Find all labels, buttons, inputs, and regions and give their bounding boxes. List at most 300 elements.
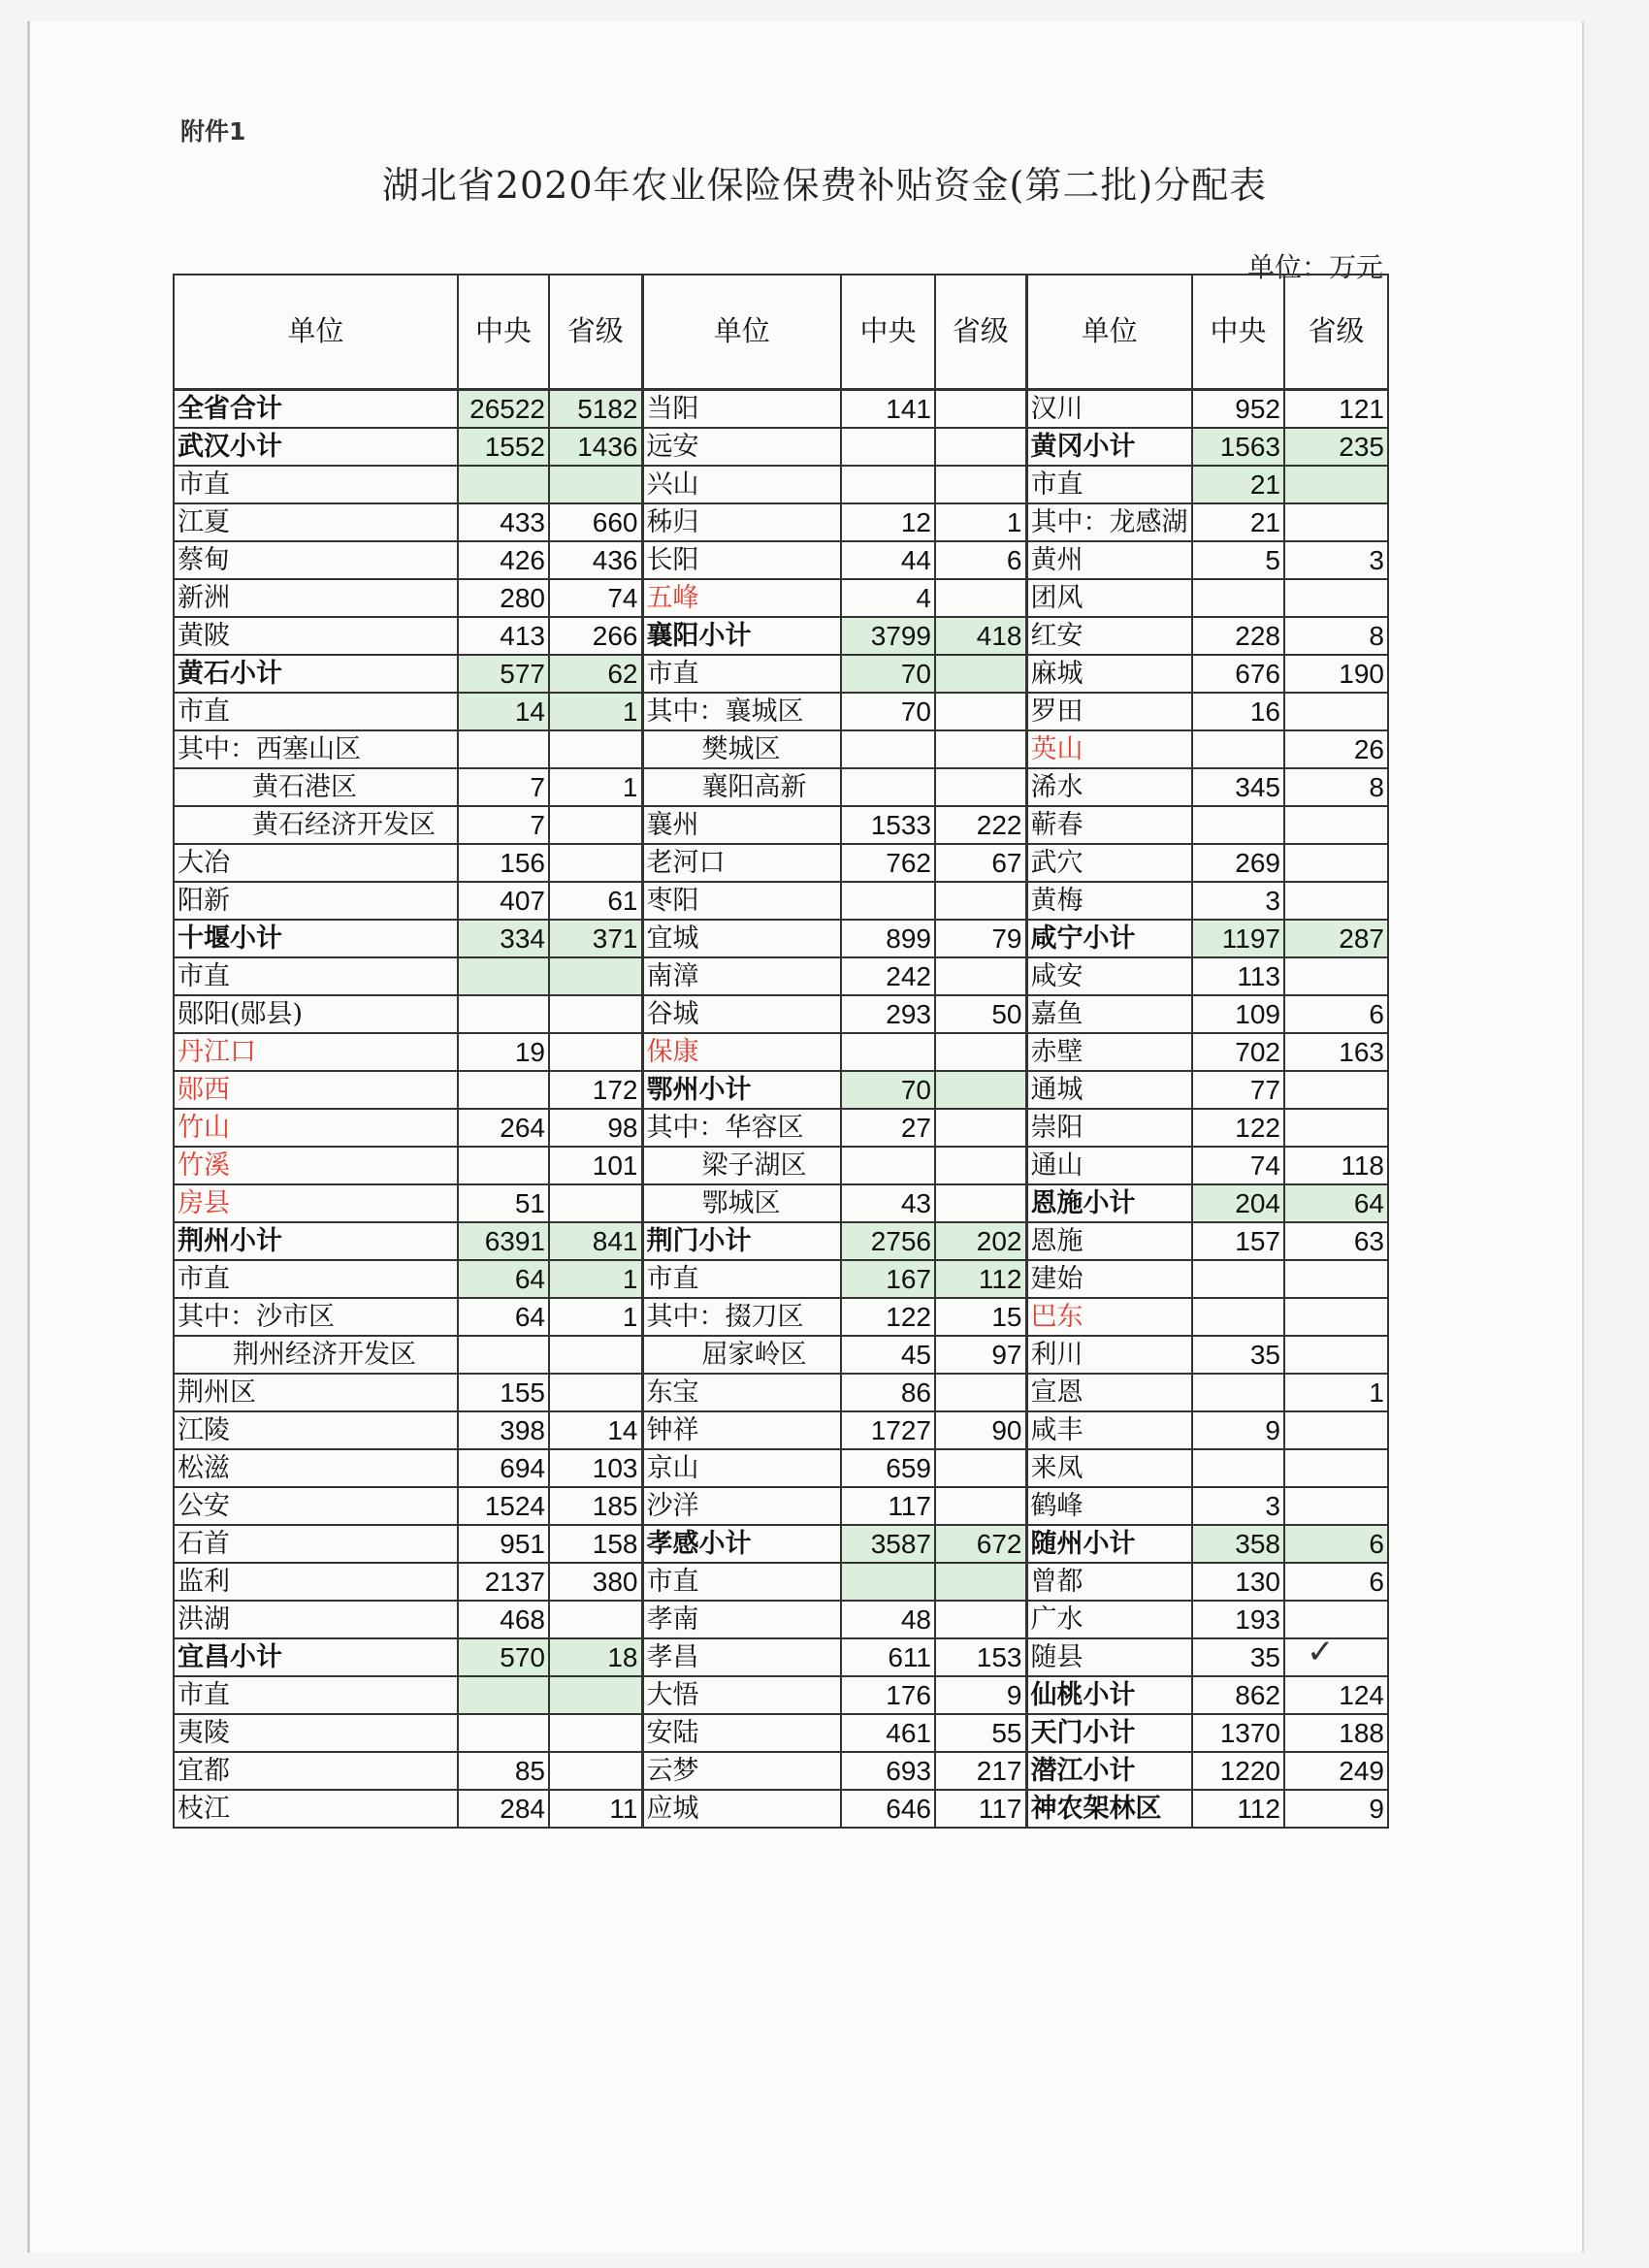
table-row <box>174 844 1388 882</box>
unit-name-cell: 神农架林区 <box>1026 1790 1192 1828</box>
unit-name-cell: 云梦 <box>642 1752 841 1790</box>
provincial-value-cell: 64 <box>1284 1184 1388 1222</box>
provincial-value-cell: 266 <box>549 617 642 655</box>
unit-name-cell: 兴山 <box>642 466 841 503</box>
unit-name-cell: 大悟 <box>642 1676 841 1714</box>
central-value-cell: 577 <box>458 655 549 693</box>
unit-name-cell: 咸安 <box>1026 957 1192 995</box>
central-value-cell: 398 <box>458 1411 549 1449</box>
table-row <box>174 1638 1388 1676</box>
central-value-cell: 193 <box>1192 1601 1284 1638</box>
unit-name-cell: 市直 <box>642 1563 841 1601</box>
provincial-value-cell <box>549 1033 642 1071</box>
provincial-value-cell <box>549 466 642 503</box>
central-value-cell: 952 <box>1192 389 1284 428</box>
provincial-value-cell: 1 <box>549 1298 642 1336</box>
unit-name-cell: 新洲 <box>174 579 458 617</box>
unit-name-cell: 鹤峰 <box>1026 1487 1192 1525</box>
provincial-value-cell: 380 <box>549 1563 642 1601</box>
unit-name-cell: 孝昌 <box>642 1638 841 1676</box>
table-row <box>174 995 1388 1033</box>
central-value-cell: 204 <box>1192 1184 1284 1222</box>
provincial-value-cell <box>935 389 1026 428</box>
central-value-cell: 646 <box>841 1790 935 1828</box>
provincial-value-cell <box>1284 579 1388 617</box>
unit-name-cell: 沙洋 <box>642 1487 841 1525</box>
unit-name-cell: 利川 <box>1026 1336 1192 1374</box>
central-value-cell: 1220 <box>1192 1752 1284 1790</box>
unit-name-cell: 襄阳高新 <box>642 768 841 806</box>
provincial-value-cell: 222 <box>935 806 1026 844</box>
document-title: 湖北省2020年农业保险保费补贴资金(第二批)分配表 <box>381 164 1268 207</box>
table-row <box>174 1601 1388 1638</box>
provincial-value-cell <box>935 1071 1026 1109</box>
provincial-value-cell <box>935 882 1026 920</box>
unit-name-cell: 仙桃小计 <box>1026 1676 1192 1714</box>
unit-name-cell: 宜都 <box>174 1752 458 1790</box>
central-value-cell <box>458 466 549 503</box>
header-cell: 省级 <box>1284 275 1388 389</box>
provincial-value-cell <box>1284 844 1388 882</box>
central-value-cell: 242 <box>841 957 935 995</box>
unit-name-cell: 宜城 <box>642 920 841 957</box>
table-row <box>174 882 1388 920</box>
provincial-value-cell: 6 <box>1284 1525 1388 1563</box>
unit-name-cell: 宜昌小计 <box>174 1638 458 1676</box>
provincial-value-cell: 6 <box>935 541 1026 579</box>
provincial-value-cell <box>549 957 642 995</box>
table-row <box>174 389 1388 428</box>
provincial-value-cell <box>549 1374 642 1411</box>
unit-name-cell: 洪湖 <box>174 1601 458 1638</box>
central-value-cell: 43 <box>841 1184 935 1222</box>
central-value-cell: 345 <box>1192 768 1284 806</box>
provincial-value-cell <box>935 1563 1026 1601</box>
unit-name-cell: 市直 <box>1026 466 1192 503</box>
central-value-cell: 468 <box>458 1601 549 1638</box>
provincial-value-cell: 5182 <box>549 389 642 428</box>
central-value-cell <box>841 1147 935 1184</box>
unit-name-cell: 黄州 <box>1026 541 1192 579</box>
provincial-value-cell <box>549 1601 642 1638</box>
table-row <box>174 806 1388 844</box>
header-cell: 中央 <box>1192 275 1284 389</box>
unit-name-cell: 市直 <box>174 1260 458 1298</box>
provincial-value-cell: 63 <box>1284 1222 1388 1260</box>
unit-name-cell: 嘉鱼 <box>1026 995 1192 1033</box>
central-value-cell <box>1192 1260 1284 1298</box>
table-row <box>174 1071 1388 1109</box>
provincial-value-cell: 672 <box>935 1525 1026 1563</box>
header-row <box>174 275 1388 389</box>
provincial-value-cell <box>935 1601 1026 1638</box>
unit-name-cell: 东宝 <box>642 1374 841 1411</box>
unit-name-cell: 江夏 <box>174 503 458 541</box>
unit-name-cell: 其中：华容区 <box>642 1109 841 1147</box>
table-row <box>174 768 1388 806</box>
unit-name-cell: 谷城 <box>642 995 841 1033</box>
provincial-value-cell: 118 <box>1284 1147 1388 1184</box>
unit-name-cell: 夷陵 <box>174 1714 458 1752</box>
table-row <box>174 1411 1388 1449</box>
unit-name-cell: 五峰 <box>642 579 841 617</box>
attachment-label: 附件1 <box>180 117 246 146</box>
provincial-value-cell: 1436 <box>549 428 642 466</box>
unit-name-cell: 黄陂 <box>174 617 458 655</box>
central-value-cell: 899 <box>841 920 935 957</box>
provincial-value-cell <box>1284 1109 1388 1147</box>
provincial-value-cell <box>1284 1638 1388 1676</box>
central-value-cell: 7 <box>458 768 549 806</box>
table-row <box>174 957 1388 995</box>
central-value-cell: 228 <box>1192 617 1284 655</box>
unit-name-cell: 恩施 <box>1026 1222 1192 1260</box>
provincial-value-cell <box>1284 1260 1388 1298</box>
central-value-cell: 659 <box>841 1449 935 1487</box>
unit-name-cell: 武穴 <box>1026 844 1192 882</box>
central-value-cell: 14 <box>458 693 549 730</box>
central-value-cell <box>1192 730 1284 768</box>
provincial-value-cell <box>935 1374 1026 1411</box>
central-value-cell: 702 <box>1192 1033 1284 1071</box>
central-value-cell: 155 <box>458 1374 549 1411</box>
table-row <box>174 1222 1388 1260</box>
central-value-cell: 461 <box>841 1714 935 1752</box>
unit-name-cell: 应城 <box>642 1790 841 1828</box>
unit-name-cell: 随州小计 <box>1026 1525 1192 1563</box>
unit-name-cell: 其中：沙市区 <box>174 1298 458 1336</box>
table-row <box>174 693 1388 730</box>
central-value-cell: 3799 <box>841 617 935 655</box>
provincial-value-cell: 8 <box>1284 768 1388 806</box>
central-value-cell: 762 <box>841 844 935 882</box>
table-row <box>174 466 1388 503</box>
central-value-cell <box>458 957 549 995</box>
unit-name-cell: 咸丰 <box>1026 1411 1192 1449</box>
provincial-value-cell: 841 <box>549 1222 642 1260</box>
central-value-cell: 2137 <box>458 1563 549 1601</box>
provincial-value-cell <box>549 995 642 1033</box>
provincial-value-cell <box>549 844 642 882</box>
central-value-cell: 130 <box>1192 1563 1284 1601</box>
provincial-value-cell: 79 <box>935 920 1026 957</box>
unit-name-cell: 丹江口 <box>174 1033 458 1071</box>
central-value-cell: 426 <box>458 541 549 579</box>
central-value-cell: 3 <box>1192 882 1284 920</box>
provincial-value-cell <box>935 768 1026 806</box>
table-row <box>174 655 1388 693</box>
provincial-value-cell: 188 <box>1284 1714 1388 1752</box>
unit-name-cell: 罗田 <box>1026 693 1192 730</box>
unit-name-cell: 钟祥 <box>642 1411 841 1449</box>
provincial-value-cell: 8 <box>1284 617 1388 655</box>
provincial-value-cell: 101 <box>549 1147 642 1184</box>
unit-name-cell: 全省合计 <box>174 389 458 428</box>
central-value-cell: 70 <box>841 693 935 730</box>
unit-name-cell: 安陆 <box>642 1714 841 1752</box>
provincial-value-cell <box>1284 693 1388 730</box>
table-row <box>174 1109 1388 1147</box>
central-value-cell: 4 <box>841 579 935 617</box>
provincial-value-cell: 190 <box>1284 655 1388 693</box>
provincial-value-cell <box>935 428 1026 466</box>
central-value-cell: 5 <box>1192 541 1284 579</box>
provincial-value-cell: 1 <box>549 1260 642 1298</box>
unit-name-cell: 荆州经济开发区 <box>174 1336 458 1374</box>
provincial-value-cell: 287 <box>1284 920 1388 957</box>
header-cell: 省级 <box>549 275 642 389</box>
provincial-value-cell: 1 <box>1284 1374 1388 1411</box>
provincial-value-cell <box>1284 1487 1388 1525</box>
table-row <box>174 541 1388 579</box>
unit-name-cell: 黄石港区 <box>174 768 458 806</box>
central-value-cell: 280 <box>458 579 549 617</box>
unit-name-cell: 赤壁 <box>1026 1033 1192 1071</box>
central-value-cell: 70 <box>841 655 935 693</box>
unit-name-cell: 武汉小计 <box>174 428 458 466</box>
unit-name-cell: 其中：襄城区 <box>642 693 841 730</box>
provincial-value-cell: 14 <box>549 1411 642 1449</box>
provincial-value-cell <box>549 1752 642 1790</box>
central-value-cell: 112 <box>1192 1790 1284 1828</box>
central-value-cell: 676 <box>1192 655 1284 693</box>
provincial-value-cell <box>935 730 1026 768</box>
provincial-value-cell <box>549 1676 642 1714</box>
table-row <box>174 1033 1388 1071</box>
provincial-value-cell <box>1284 1298 1388 1336</box>
provincial-value-cell: 249 <box>1284 1752 1388 1790</box>
table-row <box>174 428 1388 466</box>
table-row <box>174 579 1388 617</box>
central-value-cell: 293 <box>841 995 935 1033</box>
provincial-value-cell <box>935 655 1026 693</box>
unit-name-cell: 枝江 <box>174 1790 458 1828</box>
provincial-value-cell <box>1284 1449 1388 1487</box>
provincial-value-cell: 153 <box>935 1638 1026 1676</box>
unit-name-cell: 荆州区 <box>174 1374 458 1411</box>
provincial-value-cell <box>549 1336 642 1374</box>
header-cell: 省级 <box>935 275 1026 389</box>
unit-name-cell: 黄梅 <box>1026 882 1192 920</box>
unit-name-cell: 蕲春 <box>1026 806 1192 844</box>
unit-name-cell: 竹山 <box>174 1109 458 1147</box>
unit-name-cell: 天门小计 <box>1026 1714 1192 1752</box>
central-value-cell: 269 <box>1192 844 1284 882</box>
central-value-cell <box>841 1563 935 1601</box>
unit-name-cell: 当阳 <box>642 389 841 428</box>
central-value-cell <box>1192 579 1284 617</box>
unit-name-cell: 老河口 <box>642 844 841 882</box>
unit-name-cell: 荆门小计 <box>642 1222 841 1260</box>
provincial-value-cell <box>1284 1071 1388 1109</box>
unit-name-cell: 市直 <box>174 957 458 995</box>
provincial-value-cell: 235 <box>1284 428 1388 466</box>
provincial-value-cell: 124 <box>1284 1676 1388 1714</box>
provincial-value-cell: 90 <box>935 1411 1026 1449</box>
unit-note: 单位：万元 <box>1246 251 1383 283</box>
unit-name-cell: 巴东 <box>1026 1298 1192 1336</box>
unit-name-cell: 屈家岭区 <box>642 1336 841 1374</box>
unit-name-cell: 曾都 <box>1026 1563 1192 1601</box>
unit-name-cell: 其中：掇刀区 <box>642 1298 841 1336</box>
central-value-cell: 1727 <box>841 1411 935 1449</box>
unit-name-cell: 团风 <box>1026 579 1192 617</box>
unit-name-cell: 黄石经济开发区 <box>174 806 458 844</box>
unit-name-cell: 通城 <box>1026 1071 1192 1109</box>
table-row <box>174 503 1388 541</box>
central-value-cell: 358 <box>1192 1525 1284 1563</box>
unit-name-cell: 郧阳(郧县) <box>174 995 458 1033</box>
unit-name-cell: 公安 <box>174 1487 458 1525</box>
unit-name-cell: 浠水 <box>1026 768 1192 806</box>
central-value-cell: 122 <box>841 1298 935 1336</box>
central-value-cell: 862 <box>1192 1676 1284 1714</box>
central-value-cell <box>1192 1298 1284 1336</box>
provincial-value-cell <box>935 693 1026 730</box>
unit-name-cell: 十堰小计 <box>174 920 458 957</box>
central-value-cell: 2756 <box>841 1222 935 1260</box>
central-value-cell: 570 <box>458 1638 549 1676</box>
provincial-value-cell: 3 <box>1284 541 1388 579</box>
unit-name-cell: 市直 <box>174 466 458 503</box>
central-value-cell: 156 <box>458 844 549 882</box>
central-value-cell: 611 <box>841 1638 935 1676</box>
provincial-value-cell <box>1284 806 1388 844</box>
unit-name-cell: 京山 <box>642 1449 841 1487</box>
unit-name-cell: 红安 <box>1026 617 1192 655</box>
central-value-cell: 1563 <box>1192 428 1284 466</box>
unit-name-cell: 竹溪 <box>174 1147 458 1184</box>
provincial-value-cell <box>935 957 1026 995</box>
provincial-value-cell <box>549 730 642 768</box>
unit-name-cell: 其中：龙感湖 <box>1026 503 1192 541</box>
unit-name-cell: 江陵 <box>174 1411 458 1449</box>
provincial-value-cell: 15 <box>935 1298 1026 1336</box>
provincial-value-cell: 158 <box>549 1525 642 1563</box>
central-value-cell: 9 <box>1192 1411 1284 1449</box>
unit-name-cell: 鄂城区 <box>642 1184 841 1222</box>
table-row <box>174 1184 1388 1222</box>
central-value-cell: 167 <box>841 1260 935 1298</box>
unit-name-cell: 随县 <box>1026 1638 1192 1676</box>
provincial-value-cell: 660 <box>549 503 642 541</box>
central-value-cell: 27 <box>841 1109 935 1147</box>
unit-name-cell: 远安 <box>642 428 841 466</box>
table-row <box>174 920 1388 957</box>
provincial-value-cell: 6 <box>1284 995 1388 1033</box>
table-row <box>174 1449 1388 1487</box>
central-value-cell <box>1192 806 1284 844</box>
unit-name-cell: 广水 <box>1026 1601 1192 1638</box>
provincial-value-cell <box>1284 503 1388 541</box>
central-value-cell <box>841 768 935 806</box>
unit-name-cell: 潜江小计 <box>1026 1752 1192 1790</box>
provincial-value-cell: 55 <box>935 1714 1026 1752</box>
central-value-cell: 951 <box>458 1525 549 1563</box>
unit-name-cell: 市直 <box>642 1260 841 1298</box>
provincial-value-cell: 11 <box>549 1790 642 1828</box>
unit-name-cell: 蔡甸 <box>174 541 458 579</box>
provincial-value-cell: 202 <box>935 1222 1026 1260</box>
central-value-cell: 141 <box>841 389 935 428</box>
provincial-value-cell <box>549 806 642 844</box>
central-value-cell: 35 <box>1192 1336 1284 1374</box>
provincial-value-cell <box>549 1184 642 1222</box>
provincial-value-cell: 9 <box>1284 1790 1388 1828</box>
central-value-cell: 21 <box>1192 503 1284 541</box>
table-row <box>174 617 1388 655</box>
central-value-cell: 6391 <box>458 1222 549 1260</box>
checkmark-icon: ✓ <box>1307 1633 1335 1671</box>
unit-name-cell: 房县 <box>174 1184 458 1222</box>
provincial-value-cell: 61 <box>549 882 642 920</box>
table-row <box>174 1336 1388 1374</box>
unit-name-cell: 来凤 <box>1026 1449 1192 1487</box>
central-value-cell: 433 <box>458 503 549 541</box>
provincial-value-cell: 9 <box>935 1676 1026 1714</box>
provincial-value-cell <box>1284 957 1388 995</box>
unit-name-cell: 长阳 <box>642 541 841 579</box>
central-value-cell: 694 <box>458 1449 549 1487</box>
unit-name-cell: 樊城区 <box>642 730 841 768</box>
provincial-value-cell: 6 <box>1284 1563 1388 1601</box>
central-value-cell: 407 <box>458 882 549 920</box>
central-value-cell <box>458 1336 549 1374</box>
unit-name-cell: 大冶 <box>174 844 458 882</box>
provincial-value-cell <box>1284 1336 1388 1374</box>
provincial-value-cell: 121 <box>1284 389 1388 428</box>
central-value-cell <box>458 995 549 1033</box>
provincial-value-cell <box>549 1714 642 1752</box>
unit-name-cell: 英山 <box>1026 730 1192 768</box>
table-row <box>174 1752 1388 1790</box>
provincial-value-cell <box>1284 1411 1388 1449</box>
unit-name-cell: 梁子湖区 <box>642 1147 841 1184</box>
central-value-cell: 19 <box>458 1033 549 1071</box>
unit-name-cell: 市直 <box>642 655 841 693</box>
unit-name-cell: 市直 <box>174 693 458 730</box>
provincial-value-cell <box>1284 1601 1388 1638</box>
unit-name-cell: 市直 <box>174 1676 458 1714</box>
table-row <box>174 1676 1388 1714</box>
central-value-cell: 413 <box>458 617 549 655</box>
central-value-cell: 12 <box>841 503 935 541</box>
central-value-cell: 77 <box>1192 1071 1284 1109</box>
central-value-cell: 1552 <box>458 428 549 466</box>
unit-name-cell: 石首 <box>174 1525 458 1563</box>
provincial-value-cell <box>935 1449 1026 1487</box>
central-value-cell <box>841 882 935 920</box>
central-value-cell <box>1192 1449 1284 1487</box>
central-value-cell <box>841 466 935 503</box>
central-value-cell <box>1192 1374 1284 1411</box>
table-row <box>174 1563 1388 1601</box>
central-value-cell: 1533 <box>841 806 935 844</box>
provincial-value-cell <box>1284 882 1388 920</box>
provincial-value-cell: 172 <box>549 1071 642 1109</box>
central-value-cell: 176 <box>841 1676 935 1714</box>
central-value-cell: 1197 <box>1192 920 1284 957</box>
unit-name-cell: 恩施小计 <box>1026 1184 1192 1222</box>
provincial-value-cell: 185 <box>549 1487 642 1525</box>
unit-name-cell: 阳新 <box>174 882 458 920</box>
central-value-cell: 109 <box>1192 995 1284 1033</box>
central-value-cell: 157 <box>1192 1222 1284 1260</box>
unit-name-cell: 建始 <box>1026 1260 1192 1298</box>
provincial-value-cell <box>935 1109 1026 1147</box>
unit-name-cell: 松滋 <box>174 1449 458 1487</box>
unit-name-cell: 南漳 <box>642 957 841 995</box>
